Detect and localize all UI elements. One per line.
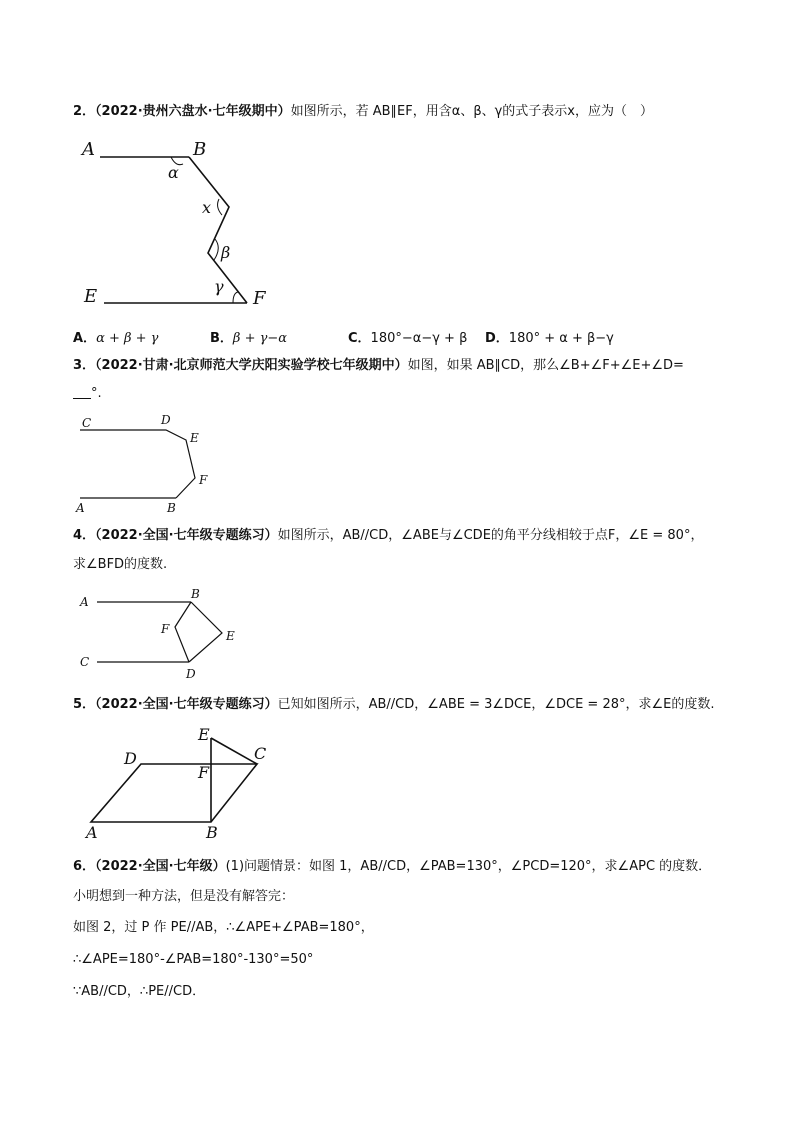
q5-stem: 已知如图所示，AB//CD，∠ABE = 3∠DCE，∠DCE = 28°，求∠E的度数.	[277, 697, 715, 712]
q3-label-f: F	[199, 473, 208, 487]
q3-label-b: B	[167, 501, 176, 515]
q5-source: （2022·全国·七年级专题练习）	[95, 697, 278, 712]
q4-number: 4．	[73, 528, 96, 543]
q3-label-a: A	[76, 501, 85, 515]
q6-text	[73, 859, 711, 875]
q2-label-f: F	[253, 288, 266, 309]
q2-label-e: E	[84, 286, 98, 307]
q3-label-e: E	[190, 431, 199, 445]
q4-label-b: B	[191, 587, 200, 601]
q5-label-d: D	[124, 749, 137, 768]
q2-label-alpha: α	[168, 163, 179, 182]
q3-source: （2022·甘肃·北京师范大学庆阳实验学校七年级期中）	[95, 358, 408, 373]
q4-label-d: D	[186, 667, 196, 681]
q5-label-c: C	[254, 744, 267, 763]
q5-label-f: F	[198, 763, 210, 782]
q2-option-b: B．β + γ−α	[210, 331, 288, 346]
q2-label-a: A	[82, 139, 95, 160]
q6-stem: (1)问题情景：如图 1，AB//CD，∠PAB=130°，∠PCD=120°，求∠APC 的度数．	[225, 859, 712, 874]
q4-label-e: E	[226, 629, 235, 643]
q2-label-x: x	[202, 198, 212, 217]
q5-number: 5．	[73, 697, 96, 712]
q4-stem: 如图所示，AB//CD，∠ABE与∠CDE的角平分线相较于点F，∠E = 80°，	[277, 528, 704, 543]
q6-line-2: 如图 2，过 P 作 PE//AB，∴∠APE+∠PAB=180°，	[73, 920, 374, 935]
q3-label-c: C	[82, 416, 92, 430]
q6-line-3: ∴∠APE=180°-∠PAB=180°-130°=50°	[73, 952, 314, 967]
q2-source: （2022·贵州六盘水·七年级期中）	[95, 104, 291, 119]
q2-label-beta: β	[221, 243, 231, 262]
q2-option-d: D．180° + α + β−γ	[485, 331, 614, 346]
q3-stem: 如图，如果 AB∥CD，那么∠B+∠F+∠E+∠D=	[407, 358, 684, 373]
q2-option-a: A．α + β + γ	[73, 331, 159, 346]
q2-label-gamma: γ	[214, 277, 224, 296]
q5-line-ec	[211, 738, 257, 764]
q4-label-a: A	[80, 595, 89, 609]
q3-label-d: D	[161, 413, 171, 427]
q6-line-1: 小明想到一种方法，但是没有解答完：	[73, 889, 295, 904]
q4-stem-2: 求∠BFD的度数.	[73, 557, 168, 572]
q6-number: 6．	[73, 859, 96, 874]
q6-source: （2022·全国·七年级）	[95, 859, 226, 874]
q5-label-a: A	[86, 823, 98, 842]
q5-label-e: E	[198, 725, 210, 744]
q2-number: 2．	[73, 104, 96, 119]
q2-label-b: B	[193, 139, 207, 160]
q5-parallelogram	[91, 764, 257, 822]
q2-option-c: C．180°−α−γ + β	[348, 331, 468, 346]
q3-number: 3．	[73, 358, 96, 373]
q4-label-c: C	[80, 655, 90, 669]
q3-tail: °.	[91, 386, 102, 401]
q4-source: （2022·全国·七年级专题练习）	[95, 528, 278, 543]
q2-stem: 如图所示，若 AB∥EF，用含α、β、γ的式子表示x，应为（ ）	[290, 104, 653, 119]
q5-label-b: B	[206, 823, 218, 842]
q6-line-4: ∵AB//CD，∴PE//CD．	[73, 984, 206, 999]
q4-label-f: F	[161, 622, 170, 636]
